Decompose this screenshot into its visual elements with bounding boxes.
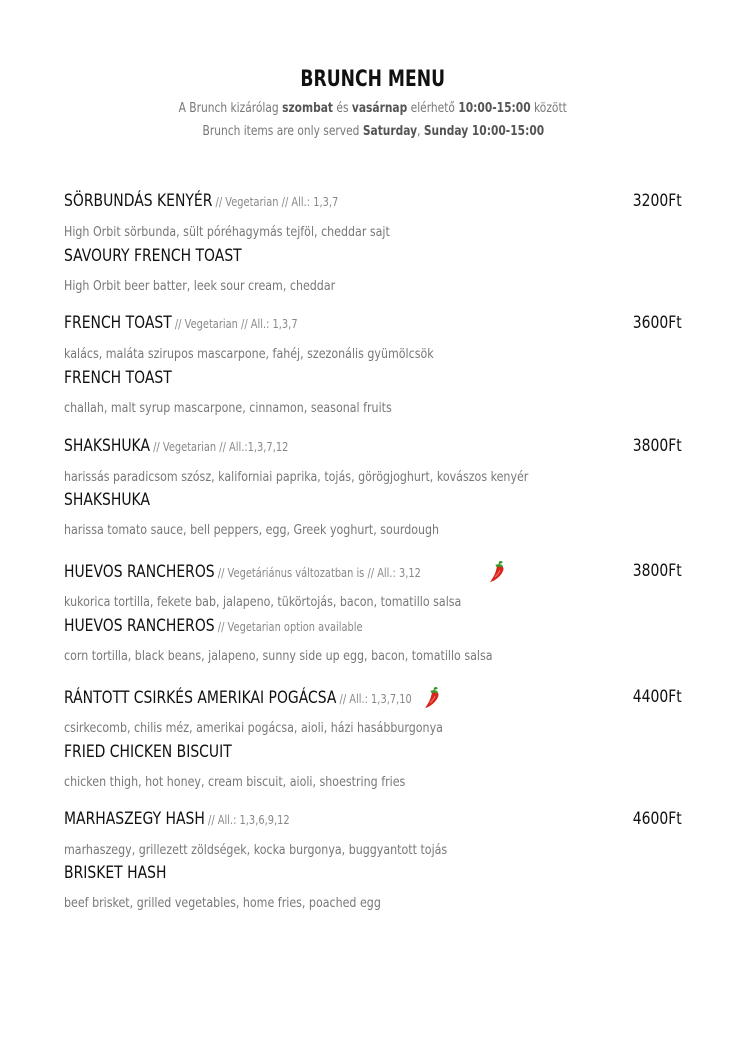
menu-item xyxy=(64,191,684,301)
item-desc-hu: High Orbit sörbunda, sült póréhagymás tejföl, cheddar sajt xyxy=(64,224,390,240)
item-tags-en: // Vegetarian option available xyxy=(214,620,363,634)
item-desc-en: chicken thigh, hot honey, cream biscuit, aioli, shoestring fries xyxy=(64,774,406,790)
item-tags-hu: // All.: 1,3,6,9,12 xyxy=(204,813,290,827)
item-name-hu: SHAKSHUKA xyxy=(64,436,150,456)
item-name-en: BRISKET HASH xyxy=(64,863,167,883)
item-name-line-hu xyxy=(64,687,442,709)
item-price: 4400Ft xyxy=(633,687,682,707)
menu-item xyxy=(64,313,684,423)
item-name-hu: FRENCH TOAST xyxy=(64,313,172,333)
item-desc-en: High Orbit beer batter, leek sour cream, cheddar xyxy=(64,278,336,294)
availability-note-en: Brunch items are only served Saturday, Sunday 10:00-15:00 xyxy=(202,124,544,139)
item-name-en: FRIED CHICKEN BISCUIT xyxy=(64,742,232,762)
item-tags-hu: // Vegetáriánus változatban is // All.: 3,12 xyxy=(214,565,421,580)
menu-item xyxy=(64,687,684,797)
item-desc-hu: kalács, maláta szirupos mascarpone, fahéj, szezonális gyümölcsök xyxy=(64,346,434,362)
item-desc-en: beef brisket, grilled vegetables, home fries, poached egg xyxy=(64,895,381,911)
item-tags-hu: // Vegetarian // All.: 1,3,7 xyxy=(171,317,298,331)
item-price: 4600Ft xyxy=(633,809,682,829)
item-price: 3800Ft xyxy=(633,436,682,456)
item-name-en: SAVOURY FRENCH TOAST xyxy=(64,246,242,266)
item-name-en: FRENCH TOAST xyxy=(64,368,172,388)
item-name-line-hu xyxy=(64,313,349,335)
item-desc-hu: csirkecomb, chilis méz, amerikai pogácsa, aioli, házi hasábburgonya xyxy=(64,720,443,736)
item-desc-en: challah, malt syrup mascarpone, cinnamon, seasonal fruits xyxy=(64,400,392,416)
item-name-hu: MARHASZEGY HASH xyxy=(64,809,205,829)
item-name-hu: HUEVOS RANCHEROS xyxy=(64,561,215,582)
menu-item xyxy=(64,436,684,546)
menu-item xyxy=(64,561,684,671)
chili-pepper-icon xyxy=(487,561,507,583)
item-name-en: SHAKSHUKA xyxy=(64,490,150,510)
item-name-line-hu xyxy=(64,809,339,831)
item-name-line-hu xyxy=(64,561,507,583)
item-desc-en: harissa tomato sauce, bell peppers, egg, Greek yoghurt, sourdough xyxy=(64,522,440,538)
item-price: 3600Ft xyxy=(633,313,682,333)
item-price: 3800Ft xyxy=(633,561,682,581)
item-desc-hu: marhaszegy, grillezett zöldségek, kocka burgonya, buggyantott tojás xyxy=(64,842,448,858)
item-tags-hu: // All.: 1,3,7,10 xyxy=(336,691,412,706)
item-name-line-hu xyxy=(64,436,338,458)
item-name-en: HUEVOS RANCHEROS xyxy=(64,616,215,636)
item-tags-hu: // Vegetarian // All.: 1,3,7 xyxy=(212,195,339,209)
item-desc-en: corn tortilla, black beans, jalapeno, sunny side up egg, bacon, tomatillo salsa xyxy=(64,648,493,664)
chili-pepper-icon xyxy=(422,687,442,709)
availability-note-hu: A Brunch kizárólag szombat és vasárnap elérhető 10:00-15:00 között xyxy=(178,101,568,116)
menu-item xyxy=(64,809,684,919)
item-name-line-hu xyxy=(64,191,398,213)
menu-title: BRUNCH MENU xyxy=(300,67,446,92)
item-price: 3200Ft xyxy=(633,191,682,211)
item-desc-hu: harissás paradicsom szósz, kaliforniai paprika, tojás, görögjoghurt, kovászos kenyér xyxy=(64,469,529,485)
item-tags-hu: // Vegetarian // All.:1,3,7,12 xyxy=(149,440,289,454)
item-desc-hu: kukorica tortilla, fekete bab, jalapeno, tükörtojás, bacon, tomatillo salsa xyxy=(64,594,462,610)
item-name-hu: SÖRBUNDÁS KENYÉR xyxy=(64,191,213,211)
item-name-hu: RÁNTOTT CSIRKÉS AMERIKAI POGÁCSA xyxy=(64,687,337,708)
